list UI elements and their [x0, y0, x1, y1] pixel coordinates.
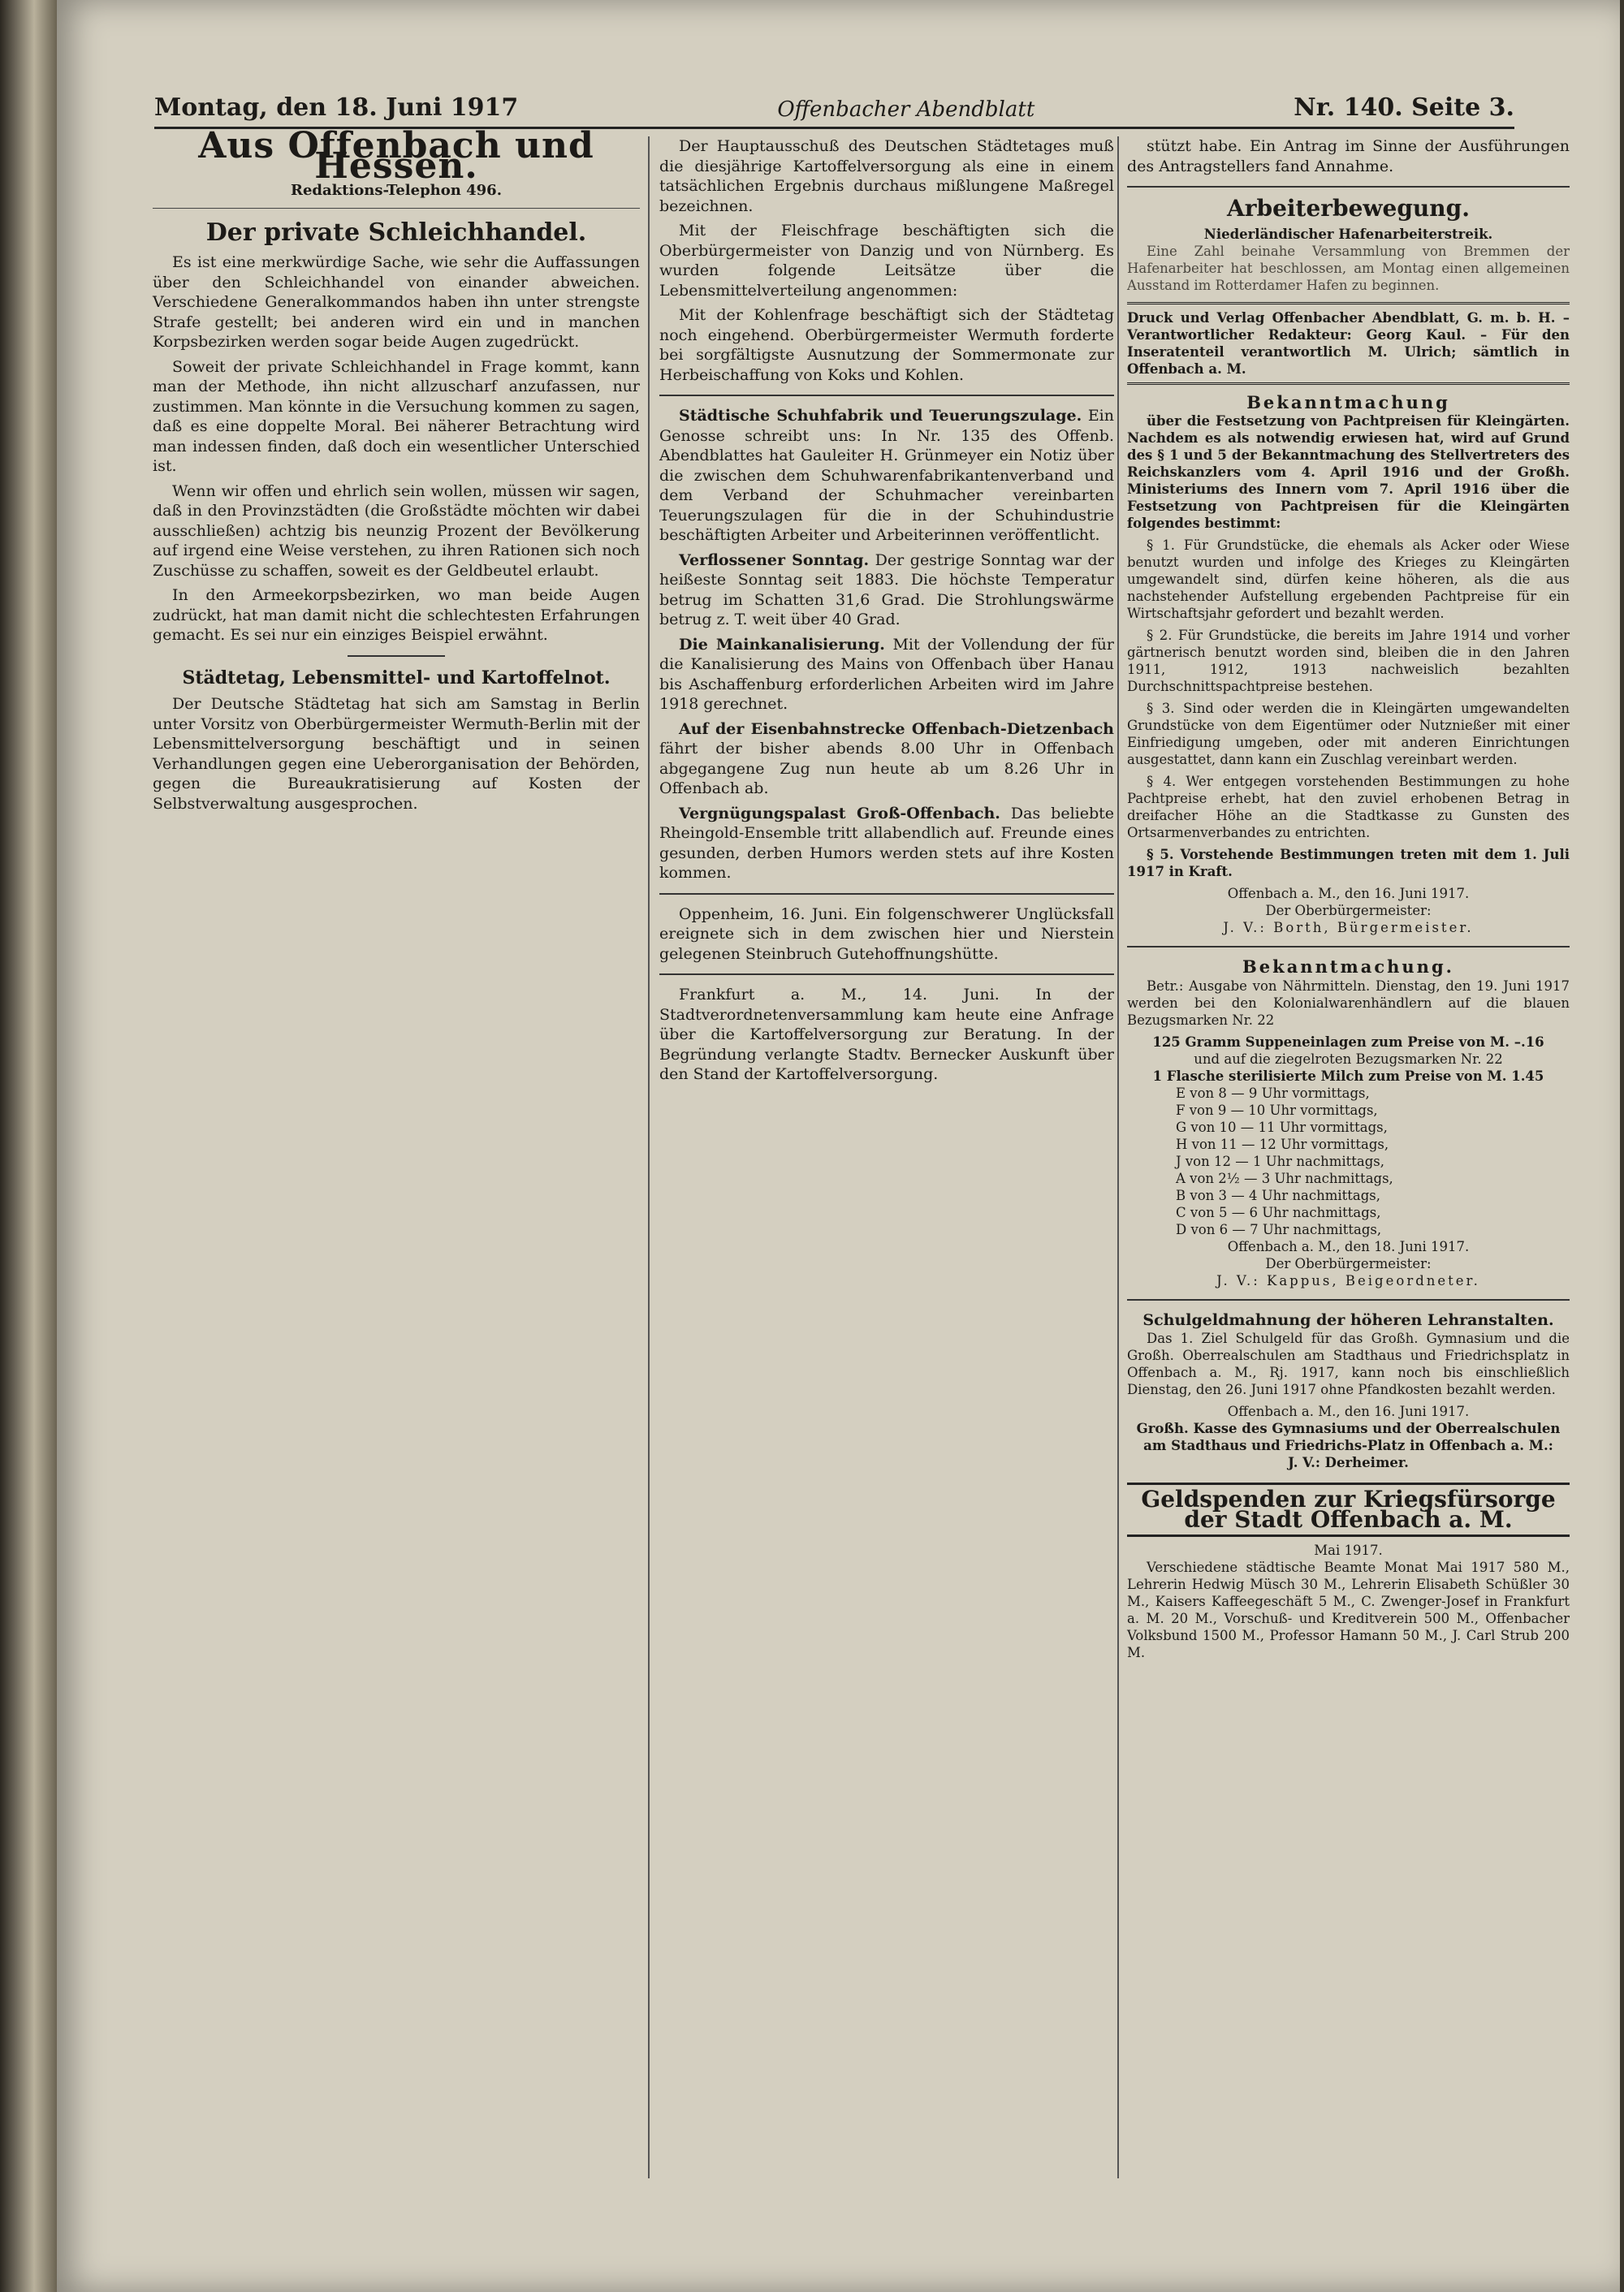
announcement-text: über die Festsetzung von Pachtpreisen für Kleingärten. Nachdem es als notwendig erwiesen hat, wird auf Grund des § 1 und 5 der Bekanntmachung des Stellvertreters des Reichskanzlers vom 4. April 1916 und der Großh. Ministeriums des Innern vom 7. April 1916 über die Festsetzung von Pachtpreisen für die Kleingärten folgendes bestimmt:: [1127, 413, 1570, 531]
divider: [348, 655, 445, 657]
announcement-paragraph: § 4. Wer entgegen vorstehenden Bestimmungen zu hohe Pachtpreise erhebt, hat den zuviel erhobenen Betrag in dreifacher Höhe an die Stadtkasse zu Gunsten des Ortsarmenverbandes zu entrichten.: [1127, 774, 1570, 840]
arbeiter-text: Eine Zahl beinahe Versammlung von Bremmen der Hafenarbeiter hat beschlossen, am Montag einen allgemeinen Ausstand im Rotterdamer Hafen zu beginnen.: [1127, 243, 1570, 293]
signature-name: J. V.: Kappus, Beigeordneter.: [1216, 1272, 1480, 1288]
announcement-paragraph: § 2. Für Grundstücke, die bereits im Jahre 1914 und vorher gärtnerisch benutzt worden sind, bleiben die in den Jahren 1911, 1912, 1913 nachweislich bezahlten Durchschnittspachtpreise bestehen.: [1127, 628, 1570, 694]
continued-text: stützt habe. Ein Antrag im Sinne der Ausführungen des Antragstellers fand Annahme.: [1127, 137, 1570, 175]
article-title: Der private Schleichhandel.: [205, 218, 587, 247]
arbeiter-subtitle: Niederländischer Hafenarbeiterstreik.: [1203, 226, 1493, 242]
news-item-text: Der gestrige Sonntag war der heißeste Sonntag seit 1883. Die höchste Temperatur betrug im Schatten 31,6 Grad. Die Strohlungswärme betrug z. T. weit über 40 Grad.: [659, 550, 1114, 628]
school-fee-text: Das 1. Ziel Schulgeld für das Großh. Gymnasium und die Großh. Oberrealschulen am Stadthaus und Friedrichsplatz in Offenbach a. M., Rj. 1917, kann noch bis einschließlich Dienstag, den 26. Juni 1917 ohne Pfandkosten bezahlt werden.: [1127, 1331, 1570, 1397]
signature-role: Der Oberbürgermeister:: [1265, 1255, 1432, 1271]
donations-month: Mai 1917.: [1314, 1543, 1383, 1558]
news-item: [659, 550, 1114, 630]
ration-item: 125 Gramm Suppeneinlagen zum Preise von M. –.16: [1152, 1034, 1544, 1050]
article-paragraph: Der Deutsche Städtetag hat sich am Samstag in Berlin unter Vorsitz von Oberbürgermeister Wermuth-Berlin mit der Lebensmittelversorgung beschäftigt und in seinen Verhandlungen gegen eine Ueberorganisation der Behörden, gegen die Bureaukratisierung auf Kosten der Selbstverwaltung ausgesprochen.: [153, 695, 640, 813]
book-binding: [0, 0, 57, 2292]
article-paragraph: Mit der Kohlenfrage beschäftigt sich der Städtetag noch eingehend. Oberbürgermeister Wermuth forderte bei sorgfältigste Ausnutzung der Sommermonate zur Herbeischaffung von Koks und Kohlen.: [659, 306, 1114, 384]
news-item-text: Das beliebte Rheingold-Ensemble tritt allabendlich auf. Freunde eines gesunden, derben Humors werden stets auf ihre Kosten kommen.: [659, 804, 1115, 882]
schedule-row: A von 2½ — 3 Uhr nachmittags,: [1176, 1170, 1393, 1186]
frankfurt-report: Frankfurt a. M., 14. Juni. In der Stadtverordnetenversammlung kam heute eine Anfrage über die Kartoffelversorgung zur Beratung. In der Begründung verlangte Stadtv. Bernecker Auskunft über den Stand der Kartoffelversorgung.: [659, 986, 1114, 1083]
schedule-row: E von 8 — 9 Uhr vormittags,: [1176, 1085, 1370, 1101]
imprint: Druck und Verlag Offenbacher Abendblatt, G. m. b. H. – Verantwortlicher Redakteur: Georg Kaul. – Für den Inseratenteil verantwortlich M. Ulrich; sämtlich in Offenbach a. M.: [1127, 302, 1570, 385]
signature-role: Der Oberbürgermeister:: [1265, 903, 1432, 918]
news-item: [659, 406, 1114, 546]
article-paragraph: Soweit der private Schleichhandel in Frage kommt, kann man der Methode, ihn nicht allzuscharf anzufassen, nur zustimmen. Man könnte in die Versuchung kommen zu sagen, daß es eine doppelte Moral. Bei näherer Betrachtung wird man indessen finden, daß doch ein wesentlicher Unterschied ist.: [153, 357, 640, 475]
news-item-title: Vergnügungspalast Groß-Offenbach.: [679, 804, 1000, 822]
signature-place: Offenbach a. M., den 18. Juni 1917.: [1227, 1238, 1470, 1254]
school-fee-title: Schulgeldmahnung der höheren Lehranstalten.: [1142, 1310, 1554, 1329]
schedule-row: B von 3 — 4 Uhr nachmittags,: [1176, 1187, 1381, 1203]
article-paragraph: Wenn wir offen und ehrlich sein wollen, müssen wir sagen, daß in den Provinzstädten (die Großstädte möchten wir dabei ausschließen) achtzig bis neunzig Prozent der Bevölkerung auf irgend eine Weise verstehen, zu ihren Rationen sich noch Zuschüsse zu schaffen, soweit es der Geldbeutel erlaubt.: [153, 481, 640, 580]
arbeiter-title: Arbeiterbewegung.: [1227, 195, 1470, 222]
news-item-title: Die Mainkanalisierung.: [679, 635, 885, 654]
divider: [659, 893, 1114, 895]
schedule-list: [1127, 1085, 1570, 1238]
schedule-row: D von 6 — 7 Uhr nachmittags,: [1176, 1221, 1382, 1237]
announcement-title: Bekanntmachung: [1246, 391, 1450, 412]
page-header: [154, 81, 1514, 129]
article-paragraph: In den Armeekorpsbezirken, wo man beide Augen zudrückt, hat man damit nicht die schlechtesten Erfahrungen gemacht. Es sei nur ein einziges Beispiel erwähnt.: [153, 586, 640, 644]
section-title: Aus Offenbach und Hessen.: [198, 125, 594, 187]
header-paper-name: Offenbacher Abendblatt: [777, 97, 1035, 122]
donations-title: Geldspenden zur Kriegsfürsorge der Stadt Offenbach a. M.: [1127, 1483, 1570, 1537]
ration-item: und auf die ziegelroten Bezugsmarken Nr. 22: [1194, 1051, 1503, 1067]
announcement-text: Betr.: Ausgabe von Nährmitteln. Dienstag, den 19. Juni 1917 werden bei den Kolonialwarenhändlern auf die blauen Bezugsmarken Nr. 22: [1127, 978, 1570, 1028]
article-paragraph: Der Hauptausschuß des Deutschen Städtetages muß die diesjährige Kartoffelversorgung als eine in einem tatsächlichen Ergebnis durchaus mißlungene Maßregel bezeichnen.: [659, 137, 1114, 215]
divider: [659, 395, 1114, 396]
article-subtitle: Städtetag, Lebensmittel- und Kartoffelnot.: [182, 667, 611, 688]
news-item-title: Auf der Eisenbahnstrecke Offenbach-Dietzenbach: [679, 719, 1114, 738]
announcement-paragraph: § 3. Sind oder werden die in Kleingärten umgewandelten Grundstücke von dem Eigentümer oder Nutznießer mit einer Einfriedigung umgeben, oder mit anderen Einrichtungen ausgestattet, dann kann ein Zuschlag vereinbart werden.: [1127, 701, 1570, 767]
column-rule: [1117, 136, 1119, 2178]
newspaper-page: [57, 0, 1620, 2292]
column-1: [153, 125, 640, 818]
redaktion-phone: Redaktions-Telephon 496.: [153, 181, 640, 209]
news-item: [659, 635, 1114, 714]
column-3: [1127, 136, 1570, 1666]
column-2: [659, 136, 1114, 1090]
article-paragraph: Mit der Fleischfrage beschäftigten sich die Oberbürgermeister von Danzig und von Nürnberg. Es wurden folgende Leitsätze über die Lebensmittelverteilung angenommen:: [659, 222, 1114, 300]
divider: [1127, 1299, 1570, 1301]
header-page-number: Nr. 140. Seite 3.: [1294, 93, 1514, 122]
news-item-title: Städtische Schuhfabrik und Teuerungszulage.: [679, 407, 1082, 425]
signature-role: Großh. Kasse des Gymnasiums und der Oberrealschulen am Stadthaus und Friedrichs-Platz in Offenbach a. M.:: [1136, 1421, 1561, 1453]
news-item: [659, 719, 1114, 799]
announcement-paragraph: § 5. Vorstehende Bestimmungen treten mit dem 1. Juli 1917 in Kraft.: [1127, 847, 1570, 879]
oppenheim-report: Oppenheim, 16. Juni. Ein folgenschwerer Unglücksfall ereignete sich in dem zwischen hier und Nierstein gelegenen Steinbruch Gutehoffnungshütte.: [659, 904, 1114, 963]
schedule-row: F von 9 — 10 Uhr vormittags,: [1176, 1102, 1378, 1118]
news-item-text: Mit der Vollendung der für die Kanalisierung des Mains von Offenbach über Hanau bis Aschaffenburg erforderlichen Arbeiten wird im Jahre 1918 gerechnet.: [659, 635, 1114, 713]
news-item-text: fährt der bisher abends 8.00 Uhr in Offenbach abgegangene Zug nun heute ab um 8.26 Uhr in Offenbach ab.: [659, 740, 1114, 797]
column-rule: [648, 136, 650, 2178]
signature-name: J. V.: Borth, Bürgermeister.: [1223, 920, 1474, 935]
news-item-title: Verflossener Sonntag.: [679, 550, 870, 569]
divider: [659, 973, 1114, 975]
divider: [1127, 946, 1570, 947]
divider: [1127, 186, 1570, 188]
schedule-row: H von 11 — 12 Uhr vormittags,: [1176, 1136, 1389, 1152]
news-item-text: Ein Genosse schreibt uns: In Nr. 135 des Offenb. Abendblattes hat Gauleiter H. Grünmeyer ein Notiz über die zwischen dem Schuhwarenfabrikantenverband und dem Verband der Schuhmacher vereinbarten Teuerungszulagen für die in der Schuhindustrie beschäftigten Arbeiter und Arbeiterinnen veröffentlicht.: [659, 407, 1114, 544]
announcement-paragraph: § 1. Für Grundstücke, die ehemals als Acker oder Wiese benutzt wurden und infolge des Krieges zu Kleingärten umgewandelt sind, dürfen keine höheren, als die aus nachstehender Aufstellung ergebenden Pachtpreise für ein Wirtschaftsjahr gefordert und bezahlt werden.: [1127, 537, 1570, 621]
schedule-row: J von 12 — 1 Uhr nachmittags,: [1176, 1153, 1385, 1169]
ration-item: 1 Flasche sterilisierte Milch zum Preise von M. 1.45: [1152, 1068, 1544, 1084]
signature-place: Offenbach a. M., den 16. Juni 1917.: [1227, 1404, 1470, 1419]
signature-name: J. V.: Derheimer.: [1288, 1455, 1409, 1470]
donations-text: Verschiedene städtische Beamte Monat Mai 1917 580 M., Lehrerin Hedwig Müsch 30 M., Lehrerin Elisabeth Schüßler 30 M., Kaisers Kaffeegeschäft 5 M., C. Zwenger-Josef in Frankfurt a. M. 20 M., Vorschuß- und Kreditverein 500 M., Offenbacher Volksbund 1500 M., Professor Hamann 50 M., J. Carl Strub 200 M.: [1127, 1560, 1570, 1660]
news-item: [659, 804, 1114, 883]
schedule-row: C von 5 — 6 Uhr nachmittags,: [1176, 1204, 1381, 1220]
announcement-title: Bekanntmachung.: [1242, 956, 1454, 977]
signature-place: Offenbach a. M., den 16. Juni 1917.: [1227, 886, 1470, 901]
header-date: Montag, den 18. Juni 1917: [154, 93, 519, 122]
schedule-row: G von 10 — 11 Uhr vormittags,: [1176, 1119, 1388, 1135]
article-paragraph: Es ist eine merkwürdige Sache, wie sehr die Auffassungen über den Schleichhandel von einander abweichen. Verschiedene Generalkommandos haben ihn unter strengste Strafe gestellt; bei anderen wird ein und in manchen Korpsbezirken werden sogar beide Augen zugedrückt.: [153, 253, 640, 351]
